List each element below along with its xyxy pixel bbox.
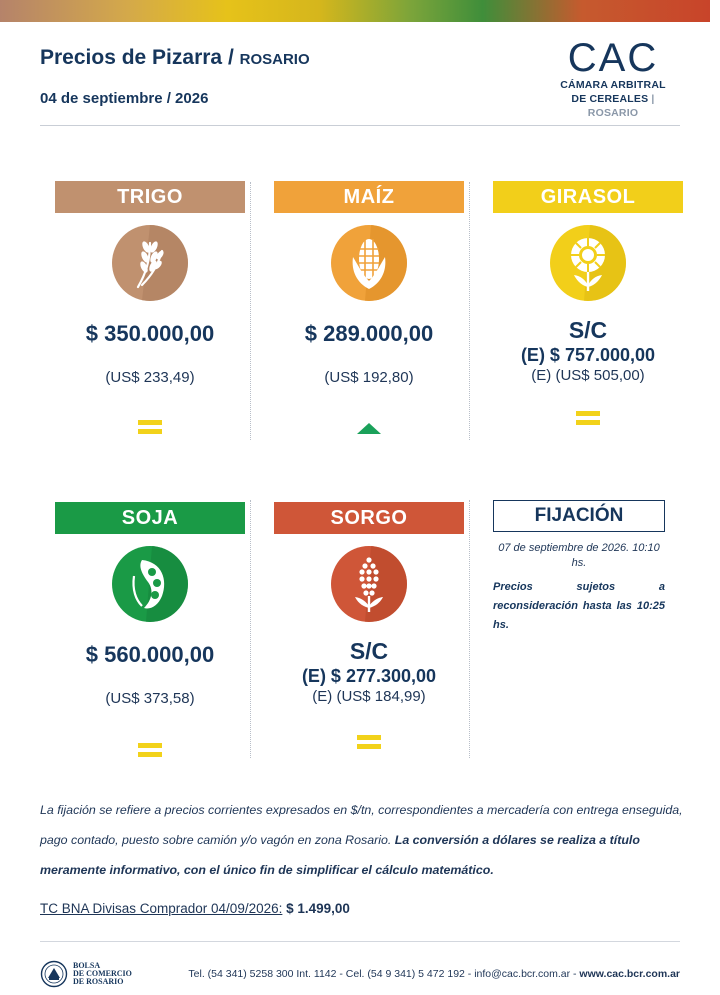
- top-color-bar: [0, 0, 710, 22]
- bcr-line2: DE COMERCIO: [73, 969, 132, 978]
- bcr-logo: [40, 960, 132, 988]
- label-trigo: TRIGO: [55, 181, 245, 213]
- logo-acronym: CAC: [567, 36, 659, 80]
- bcr-line1: BOLSA: [73, 961, 101, 970]
- wheat-icon: [112, 225, 188, 301]
- card-maiz: [274, 181, 464, 434]
- footer-website[interactable]: www.cac.bcr.com.ar: [579, 968, 680, 980]
- column-separator: [250, 182, 251, 440]
- label-maiz: MAÍZ: [274, 181, 464, 213]
- price-trigo: $ 350.000,00: [85, 321, 215, 346]
- usd-maiz: (US$ 192,80): [324, 369, 414, 386]
- page-title: Precios de Pizarra / ROSARIO: [40, 46, 310, 69]
- est-price-sorgo: (E) $ 277.300,00: [301, 666, 437, 686]
- sunflower-icon: [550, 225, 626, 301]
- label-sorgo: SORGO: [274, 502, 464, 534]
- column-separator: [469, 500, 470, 758]
- price-maiz: $ 289.000,00: [304, 321, 434, 346]
- price-girasol: S/C: [568, 317, 608, 343]
- usd-trigo: (US$ 233,49): [105, 369, 195, 386]
- column-separator: [250, 500, 251, 758]
- bcr-emblem-icon: [40, 960, 68, 988]
- label-girasol: GIRASOL: [493, 181, 683, 213]
- column-separator: [469, 182, 470, 440]
- est-usd-sorgo: (E) (US$ 184,99): [312, 688, 426, 705]
- page-subtitle: ROSARIO: [239, 51, 310, 68]
- est-usd-girasol: (E) (US$ 505,00): [531, 367, 645, 384]
- footer-contact: Tel. (54 341) 5258 300 Int. 1142 - Cel. (54 9 341) 5 472 192 - info@cac.bcr.com.ar - www.cac.bcr.com.ar: [188, 968, 680, 980]
- report-date: 04 de septiembre / 2026: [40, 90, 209, 107]
- price-sorgo: S/C: [349, 638, 389, 664]
- logo-line2: DE CEREALES | ROSARIO: [571, 93, 655, 119]
- bcr-line3: DE ROSARIO: [73, 977, 124, 986]
- card-sorgo: [274, 502, 464, 749]
- logo-line1: CÁMARA ARBITRAL: [560, 79, 666, 91]
- fijacion-note: Precios sujetos a reconsideración hasta las 10:25 hs.: [493, 581, 665, 631]
- trend-equal-icon: [138, 743, 162, 757]
- trend-equal-icon: [357, 735, 381, 749]
- fijacion-time: 07 de septiembre de 2026. 10:10 hs.: [498, 542, 660, 569]
- cac-logo: [548, 38, 678, 120]
- soy-icon: [112, 546, 188, 622]
- header-divider: [40, 125, 680, 126]
- card-soja: [55, 502, 245, 757]
- trend-equal-icon: [138, 420, 162, 434]
- exchange-rate: [40, 901, 350, 916]
- corn-icon: [331, 225, 407, 301]
- trend-equal-icon: [576, 411, 600, 425]
- disclaimer-paragraph: La fijación se refiere a precios corrientes expresados en $/tn, correspondientes a mercadería con entrega enseguida, pago contado, puesto sobre camión y/o vagón en zona Rosario. La conversión a dólares se realiza a título meramente informativo, con el único fin de simplificar el cálculo matemático.: [40, 803, 683, 877]
- card-trigo: [55, 181, 245, 434]
- fijacion-title: FIJACIÓN: [493, 500, 665, 532]
- exchange-label: TC BNA Divisas Comprador 04/09/2026:: [40, 901, 283, 916]
- card-girasol: [493, 181, 683, 425]
- sorghum-icon: [331, 546, 407, 622]
- usd-soja: (US$ 373,58): [105, 690, 195, 707]
- label-soja: SOJA: [55, 502, 245, 534]
- price-soja: $ 560.000,00: [85, 642, 215, 667]
- est-price-girasol: (E) $ 757.000,00: [520, 345, 656, 365]
- trend-up-icon: [357, 423, 381, 434]
- footer-divider: [40, 941, 680, 942]
- exchange-value: $ 1.499,00: [282, 901, 350, 916]
